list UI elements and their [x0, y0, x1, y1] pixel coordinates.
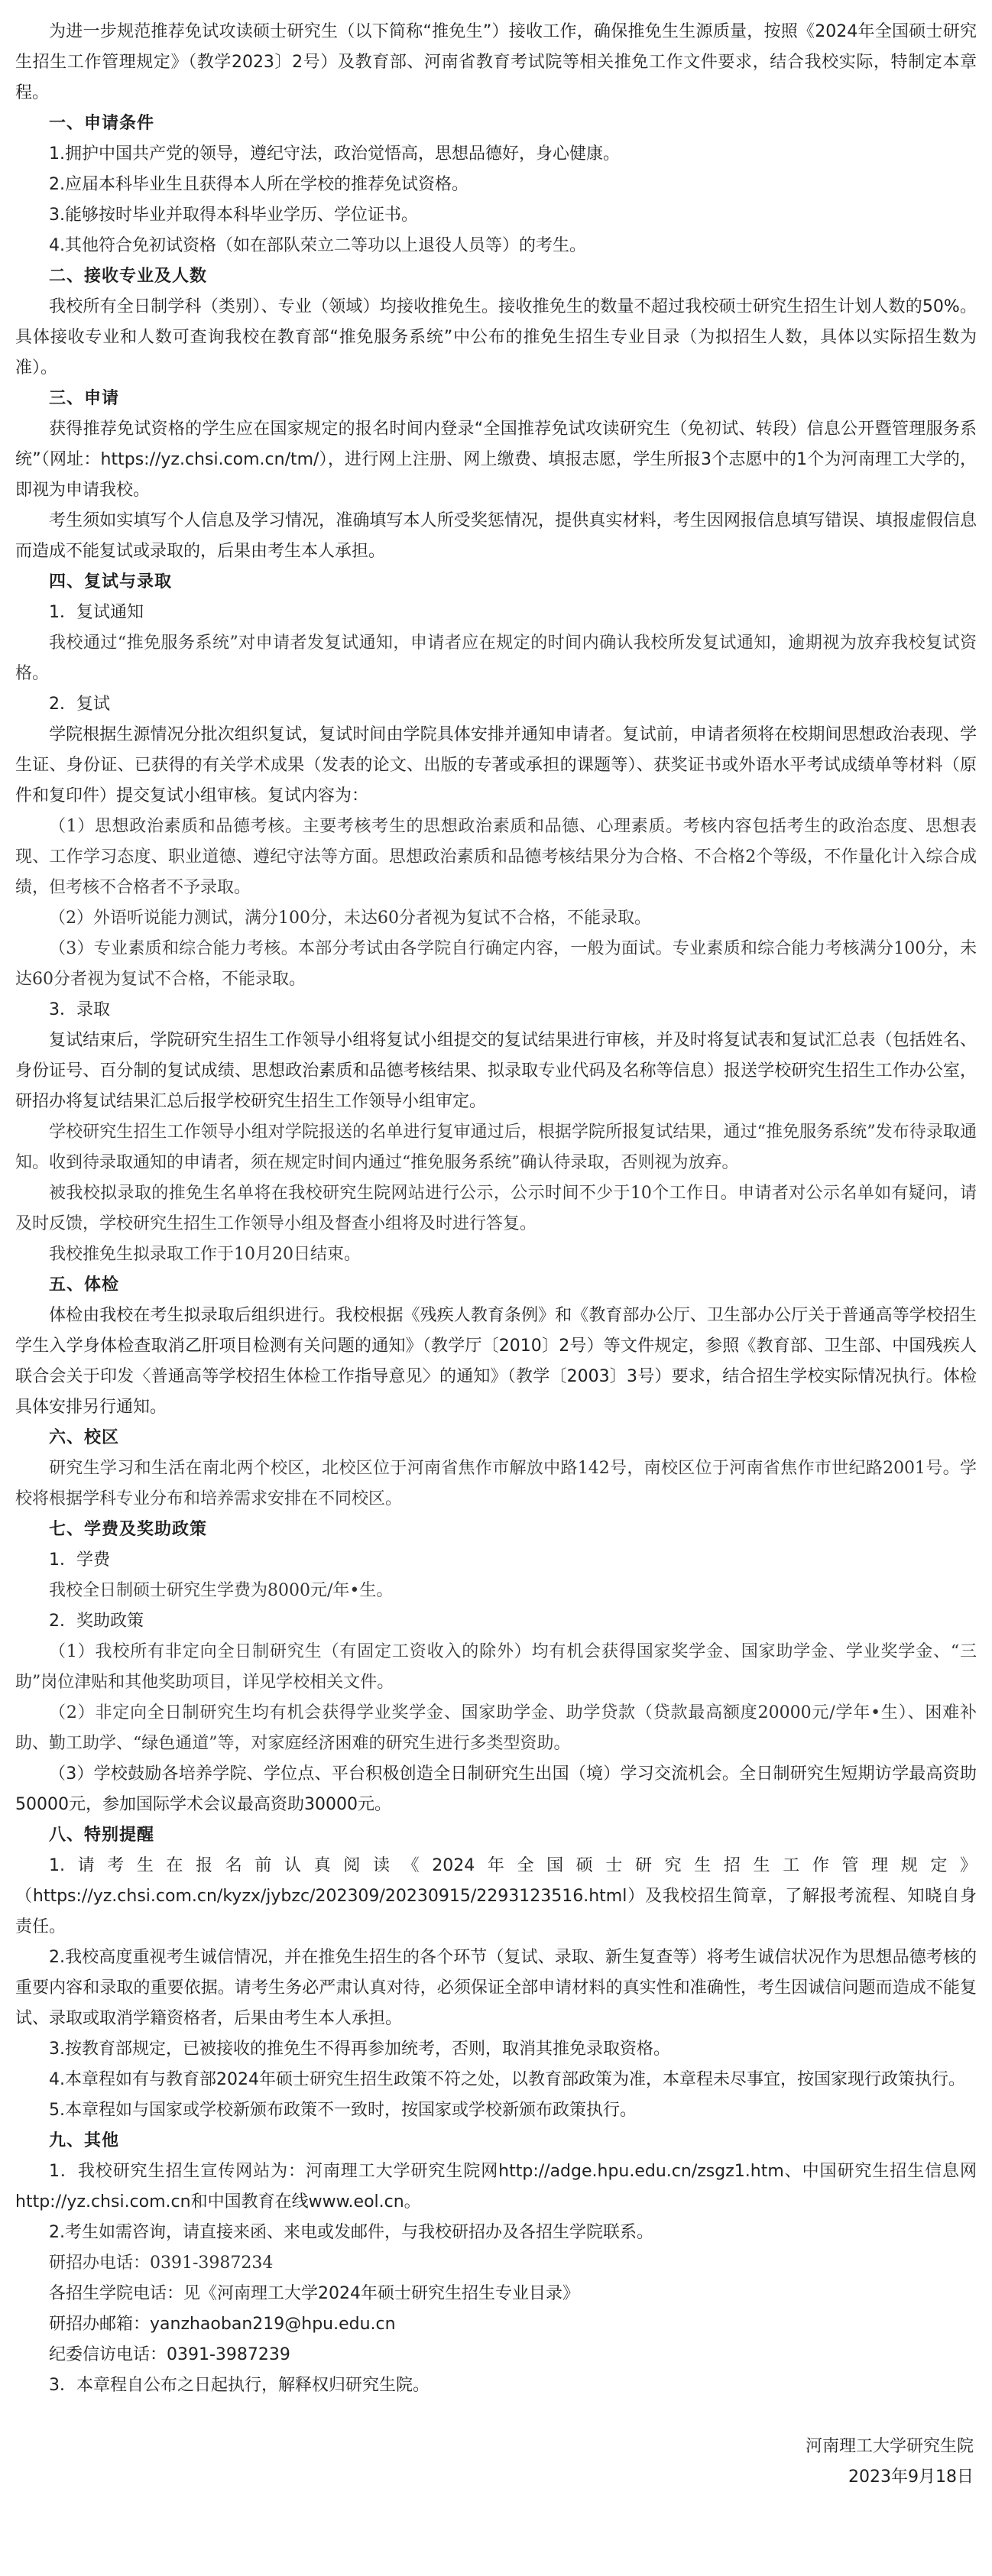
s4-sub-2-heading: 2．复试	[49, 695, 110, 714]
s8-item-4: 4.本章程如有与教育部2024年硕士研究生招生政策不符之处，以教育部政策为准，本章程未尽事宜，按国家现行政策执行。	[49, 2070, 965, 2089]
s7-item-2: （2）非定向全日制研究生均有机会获得学业奖学金、国家助学金、助学贷款（贷款最高额度20000元/学年•生）、困难补助、勤工助学、“绿色通道”等，对家庭经济困难的研究生进行多类型资助。	[15, 1703, 977, 1753]
signature-org: 河南理工大学研究生院	[805, 2437, 974, 2456]
s4-sub-1-heading: 1．复试通知	[49, 603, 144, 622]
section-5-heading: 五、体检	[49, 1275, 120, 1294]
s8-item-1: 1.请考生在报名前认真阅读《2024年全国硕士研究生招生工作管理规定》（https://yz.chsi.com.cn/kyzx/jybzc/202309/20230915/2293123516.html）及我校招生简章，了解报考流程、知晓自身责任。	[15, 1856, 977, 1936]
s7-sub-1-paragraph: 我校全日制硕士研究生学费为8000元/年•生。	[49, 1581, 394, 1600]
s9-item-1: 1．我校研究生招生宣传网站为：河南理工大学研究生院网http://adge.hpu.edu.cn/zsgz1.htm、中国研究生招生信息网http://yz.chsi.com.cn和中国教育在线www.eol.cn。	[15, 2162, 977, 2211]
s4-sub-2-item-1: （1）思想政治素质和品德考核。主要考核考生的思想政治素质和品德、心理素质。考核内容包括考生的政治态度、思想表现、工作学习态度、职业道德、遵纪守法等方面。思想政治素质和品德考核结果分为合格、不合格2个等级，不作量化计入综合成绩，但考核不合格者不予录取。	[15, 817, 977, 897]
section-7-heading: 七、学费及奖助政策	[49, 1520, 208, 1539]
s8-item-3: 3.按教育部规定，已被接收的推免生不得再参加统考，否则，取消其推免录取资格。	[49, 2040, 670, 2059]
college-phone-note: 各招生学院电话：见《河南理工大学2024年硕士研究生招生专业目录》	[49, 2284, 579, 2303]
section-1-heading: 一、申请条件	[49, 114, 155, 133]
s9-item-2: 2.考生如需咨询，请直接来函、来电或发邮件，与我校研招办及各招生学院联系。	[49, 2223, 653, 2242]
section-3-heading: 三、申请	[49, 389, 120, 408]
s4-sub-3-paragraph-1: 复试结束后，学院研究生招生工作领导小组将复试小组提交的复试结果进行审核，并及时将复试表和复试汇总表（包括姓名、身份证号、百分制的复试成绩、思想政治素质和品德考核结果、拟录取专业代码及名称等信息）报送学校研究生招生工作办公室，研招办将复试结果汇总后报学校研究生招生工作领导小组审定。	[15, 1031, 977, 1111]
s6-paragraph: 研究生学习和生活在南北两个校区，北校区位于河南省焦作市解放中路142号，南校区位于河南省焦作市世纪路2001号。学校将根据学科专业分布和培养需求安排在不同校区。	[15, 1459, 977, 1508]
admissions-office-email: 研招办邮箱：yanzhaoban219@hpu.edu.cn	[49, 2315, 396, 2334]
section-9-heading: 九、其他	[49, 2131, 120, 2150]
s4-sub-2-item-2: （2）外语听说能力测试，满分100分，未达60分者视为复试不合格，不能录取。	[49, 909, 651, 928]
s9-item-3: 3．本章程自公布之日起执行，解释权归研究生院。	[49, 2376, 430, 2395]
s3-paragraph-1: 获得推荐免试资格的学生应在国家规定的报名时间内登录“全国推荐免试攻读研究生（免初试、转段）信息公开暨管理服务系统”（网址：https://yz.chsi.com.cn/tm/），进行网上注册、网上缴费、填报志愿，学生所报3个志愿中的1个为河南理工大学的，即视为申请我校。	[15, 420, 977, 500]
s1-item-3: 3.能够按时毕业并取得本科毕业学历、学位证书。	[49, 206, 418, 225]
s4-sub-3-paragraph-4: 我校推免生拟录取工作于10月20日结束。	[49, 1245, 361, 1264]
s1-item-2: 2.应届本科毕业生且获得本人所在学校的推荐免试资格。	[49, 175, 468, 194]
s8-item-2: 2.我校高度重视考生诚信情况，并在推免生招生的各个环节（复试、录取、新生复查等）将考生诚信状况作为思想品德考核的重要内容和录取的重要依据。请考生务必严肃认真对待，必须保证全部申请材料的真实性和准确性，考生因诚信问题而造成不能复试、录取或取消学籍资格者，后果由考生本人承担。	[15, 1948, 977, 2028]
s4-sub-2-paragraph: 学院根据生源情况分批次组织复试，复试时间由学院具体安排并通知申请者。复试前，申请者须将在校期间思想政治表现、学生证、身份证、已获得的有关学术成果（发表的论文、出版的专著或承担的课题等）、获奖证书或外语水平考试成绩单等材料（原件和复印件）提交复试小组审核。复试内容为：	[15, 725, 977, 805]
s7-item-3: （3）学校鼓励各培养学院、学位点、平台积极创造全日制研究生出国（境）学习交流机会。全日制研究生短期访学最高资助50000元，参加国际学术会议最高资助30000元。	[15, 1764, 977, 1814]
signature-spacer	[15, 2401, 977, 2432]
discipline-complaint-phone: 纪委信访电话：0391-3987239	[49, 2345, 290, 2364]
s7-item-1: （1）我校所有非定向全日制研究生（有固定工资收入的除外）均有机会获得国家奖学金、国家助学金、学业奖学金、“三助”岗位津贴和其他奖助项目，详见学校相关文件。	[15, 1642, 977, 1692]
s1-item-4: 4.其他符合免初试资格（如在部队荣立二等功以上退役人员等）的考生。	[49, 236, 586, 255]
s4-sub-3-paragraph-3: 被我校拟录取的推免生名单将在我校研究生院网站进行公示，公示时间不少于10个工作日。申请者对公示名单如有疑问，请及时反馈，学校研究生招生工作领导小组及督查小组将及时进行答复。	[15, 1184, 977, 1233]
s3-paragraph-2: 考生须如实填写个人信息及学习情况，准确填写本人所受奖惩情况，提供真实材料，考生因网报信息填写错误、填报虚假信息而造成不能复试或录取的，后果由考生本人承担。	[15, 511, 977, 561]
section-2-heading: 二、接收专业及人数	[49, 267, 208, 286]
s8-item-5: 5.本章程如与国家或学校新颁布政策不一致时，按国家或学校新颁布政策执行。	[49, 2101, 637, 2120]
s4-sub-3-paragraph-2: 学校研究生招生工作领导小组对学院报送的名单进行复审通过后，根据学院所报复试结果，通过“推免服务系统”发布待录取通知。收到待录取通知的申请者，须在规定时间内通过“推免服务系统”确认待录取，否则视为放弃。	[15, 1123, 977, 1172]
s7-sub-2-heading: 2．奖助政策	[49, 1612, 144, 1631]
s5-paragraph: 体检由我校在考生拟录取后组织进行。我校根据《残疾人教育条例》和《教育部办公厅、卫生部办公厅关于普通高等学校招生学生入学身体检查取消乙肝项目检测有关问题的通知》（教学厅〔2010〕2号）等文件规定，参照《教育部、卫生部、中国残疾人联合会关于印发〈普通高等学校招生体检工作指导意见〉的通知》（教学〔2003〕3号）要求，结合招生学校实际情况执行。体检具体安排另行通知。	[15, 1306, 977, 1417]
s4-sub-2-item-3: （3）专业素质和综合能力考核。本部分考试由各学院自行确定内容，一般为面试。专业素质和综合能力考核满分100分，未达60分者视为复试不合格，不能录取。	[15, 939, 977, 989]
admissions-office-phone: 研招办电话：0391-3987234	[49, 2254, 274, 2273]
s1-item-1: 1.拥护中国共产党的领导，遵纪守法，政治觉悟高，思想品德好，身心健康。	[49, 144, 620, 164]
section-4-heading: 四、复试与录取	[49, 572, 173, 591]
signature-date: 2023年9月18日	[848, 2467, 974, 2487]
section-6-heading: 六、校区	[49, 1428, 120, 1447]
s4-sub-3-heading: 3．录取	[49, 1000, 110, 1019]
intro-paragraph: 为进一步规范推荐免试攻读硕士研究生（以下简称“推免生”）接收工作，确保推免生生源质量，按照《2024年全国硕士研究生招生工作管理规定》（教学2023〕2号）及教育部、河南省教育考试院等相关推免工作文件要求，结合我校实际，特制定本章程。	[15, 22, 977, 102]
s7-sub-1-heading: 1．学费	[49, 1550, 110, 1570]
s4-sub-1-paragraph: 我校通过“推免服务系统”对申请者发复试通知，申请者应在规定的时间内确认我校所发复试通知，逾期视为放弃我校复试资格。	[15, 633, 977, 683]
s2-paragraph: 我校所有全日制学科（类别）、专业（领域）均接收推免生。接收推免生的数量不超过我校硕士研究生招生计划人数的50%。具体接收专业和人数可查询我校在教育部“推免服务系统”中公布的推免生招生专业目录（为拟招生人数，具体以实际招生数为准）。	[15, 297, 977, 377]
section-8-heading: 八、特别提醒	[49, 1826, 155, 1845]
